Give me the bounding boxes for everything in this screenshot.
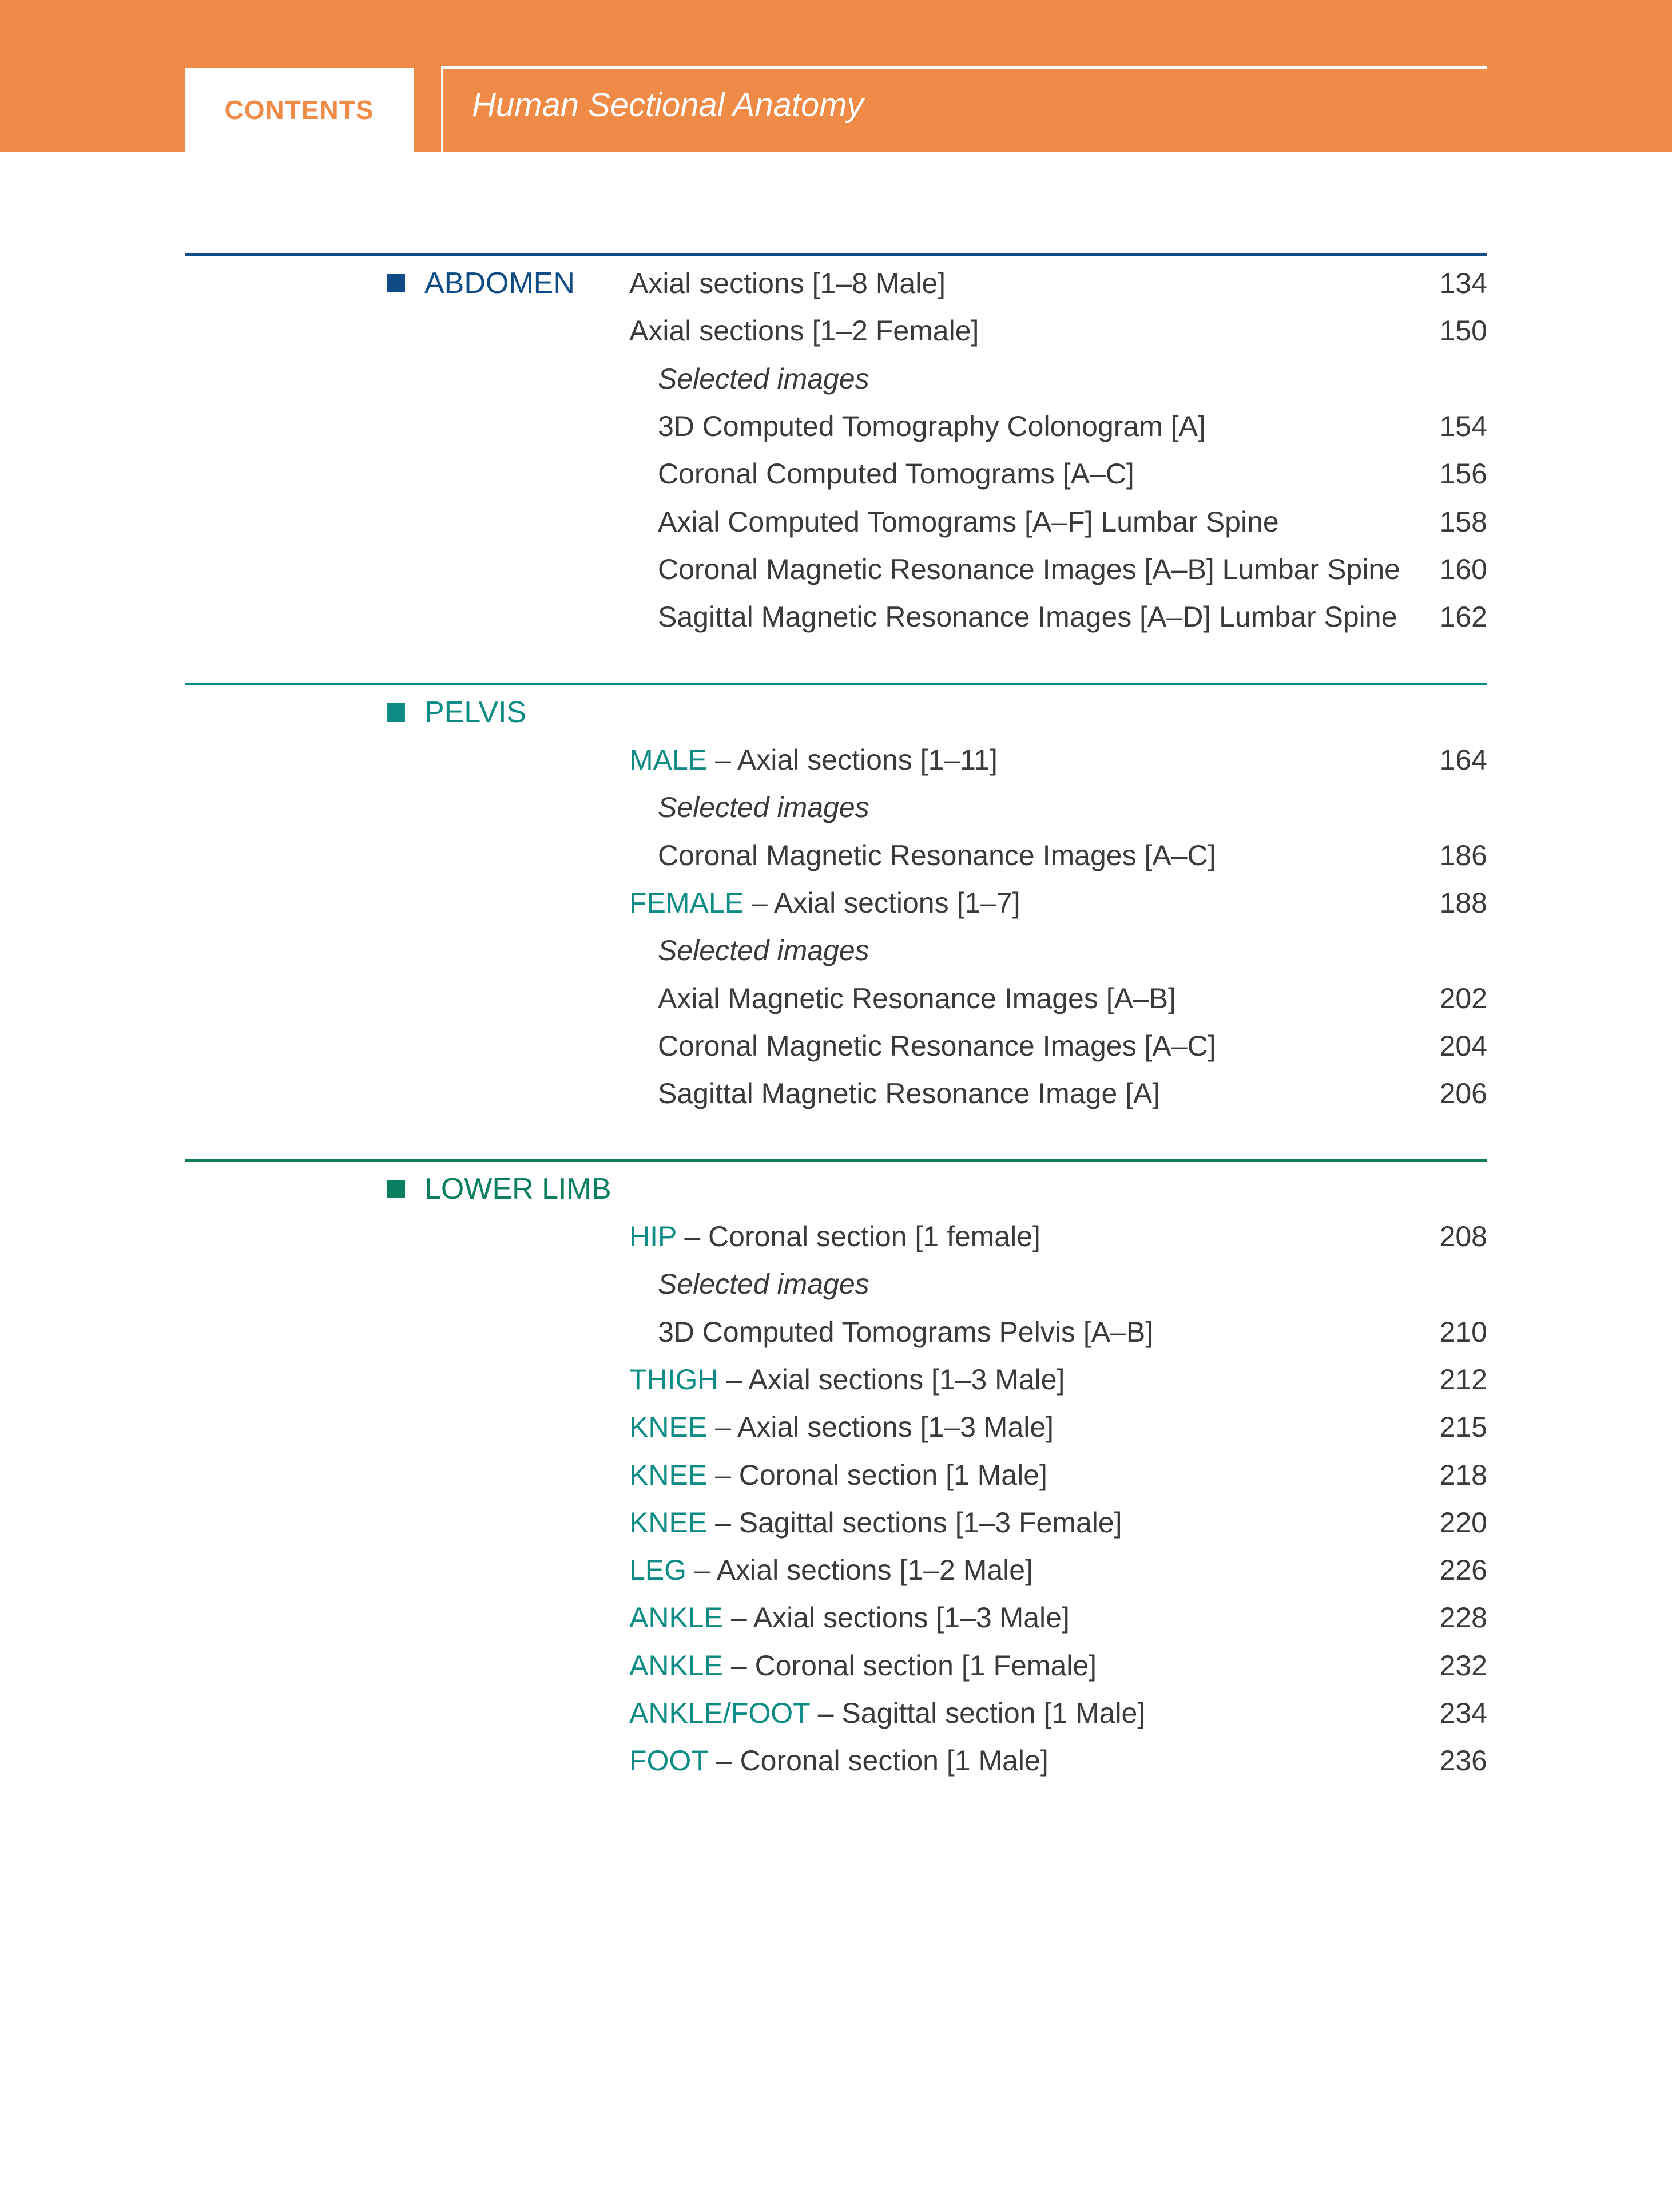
entry-text [658, 593, 1397, 641]
entry-separator: – [707, 1458, 739, 1491]
entry-keyword: KNEE [629, 1411, 708, 1444]
entry-title: Axial sections [1–2 Male] [716, 1554, 1033, 1587]
entry-text [658, 1022, 1216, 1070]
entry-title: Coronal section [1 Male] [740, 1745, 1049, 1777]
page-number: 234 [1439, 1697, 1487, 1729]
toc-entry[interactable] [185, 1451, 1487, 1499]
entry-title: Selected images [658, 791, 869, 824]
entry-keyword: ANKLE [629, 1649, 723, 1682]
entry-title: Selected images [658, 1268, 869, 1301]
entry-title: Axial sections [1–7] [773, 886, 1020, 919]
header-rule [441, 66, 1487, 69]
page-number: 215 [1439, 1411, 1487, 1444]
entry-keyword: HIP [629, 1220, 677, 1252]
page-number: 236 [1439, 1745, 1487, 1777]
entry-separator: – [708, 1745, 740, 1777]
page-number: 232 [1439, 1649, 1487, 1682]
entry-separator: – [707, 1506, 739, 1539]
toc-entry[interactable] [185, 879, 1487, 927]
page-number: 202 [1439, 982, 1487, 1014]
contents-tab-label: CONTENTS [224, 95, 374, 125]
section-heading [387, 1165, 611, 1213]
toc-entry[interactable] [185, 974, 1487, 1022]
entry-title: Axial sections [1–11] [737, 744, 998, 776]
entry-text [629, 1499, 1122, 1547]
entry-keyword: ANKLE [629, 1601, 723, 1634]
entry-text [658, 450, 1134, 498]
toc-subheading [185, 1260, 1487, 1308]
entry-separator: – [718, 1363, 749, 1396]
entry-keyword: THIGH [629, 1363, 718, 1396]
entry-title: Sagittal Magnetic Resonance Image [A] [658, 1077, 1161, 1110]
entry-title: Axial sections [1–3 Male] [737, 1411, 1054, 1444]
entry-title: Selected images [658, 934, 869, 967]
entry-text [658, 1069, 1160, 1117]
entry-title: Coronal section [1 Male] [738, 1458, 1047, 1491]
book-title: Human Sectional Anatomy [472, 86, 864, 124]
entry-keyword: MALE [629, 744, 708, 776]
toc-entry[interactable] [185, 1689, 1487, 1737]
section-rule [185, 1159, 1487, 1162]
entry-text [629, 1593, 1070, 1642]
entry-text [658, 1260, 869, 1308]
entry-text [658, 1308, 1153, 1356]
entry-text [658, 498, 1279, 546]
toc-subheading [185, 783, 1487, 831]
page-number: 220 [1439, 1506, 1487, 1539]
toc-entry[interactable] [185, 1737, 1487, 1785]
entry-title: 3D Computed Tomography Colonogram [A] [658, 410, 1206, 442]
entry-title: Coronal section [1 female] [708, 1220, 1040, 1252]
entry-title: Coronal section [1 Female] [754, 1649, 1097, 1682]
toc-entry[interactable] [185, 1642, 1487, 1690]
page-number: 228 [1439, 1601, 1487, 1634]
entry-text [629, 736, 998, 784]
square-bullet-icon [387, 1180, 405, 1198]
toc-entry[interactable] [185, 1593, 1487, 1642]
entry-text [658, 545, 1400, 593]
entry-separator: – [809, 1697, 842, 1729]
entry-title: Axial sections [1–3 Male] [748, 1363, 1065, 1396]
entry-keyword: KNEE [629, 1506, 708, 1539]
entry-keyword: ANKLE/FOOT [629, 1697, 810, 1729]
page-number: 150 [1439, 315, 1487, 347]
toc-entry[interactable] [185, 259, 1487, 307]
section-heading-label: LOWER LIMB [424, 1172, 611, 1206]
section-rule [185, 253, 1487, 256]
entry-text [658, 926, 869, 974]
entry-text [658, 974, 1176, 1022]
entry-separator: – [722, 1601, 753, 1634]
page-number: 164 [1439, 744, 1487, 776]
entry-title: Coronal Computed Tomograms [A–C] [658, 458, 1134, 490]
entry-text [629, 1451, 1047, 1499]
entry-title: Axial Magnetic Resonance Images [A–B] [658, 982, 1177, 1014]
toc-entry[interactable] [185, 307, 1487, 355]
entry-separator: – [707, 744, 738, 776]
section-heading [387, 688, 526, 736]
entry-title: Axial Computed Tomograms [A–F] Lumbar Spine [658, 505, 1279, 538]
toc-entry[interactable] [185, 1022, 1487, 1070]
entry-text [629, 1689, 1145, 1737]
entry-title: Selected images [658, 362, 869, 395]
entry-title: Coronal Magnetic Resonance Images [A–B] Lumbar Spine [658, 553, 1400, 585]
toc-subheading [185, 355, 1487, 403]
entry-title: Axial sections [1–3 Male] [753, 1601, 1070, 1634]
entry-separator: – [707, 1411, 738, 1444]
entry-text [629, 1403, 1054, 1451]
entry-separator: – [676, 1220, 709, 1252]
page-number: 158 [1439, 505, 1487, 538]
toc-entry[interactable] [185, 402, 1487, 450]
entry-title: Sagittal Magnetic Resonance Images [A–D] Lumbar Spine [658, 601, 1397, 633]
page-number: 160 [1439, 553, 1487, 585]
entry-text [629, 307, 979, 355]
entry-text [658, 831, 1216, 879]
entry-keyword: FOOT [629, 1745, 708, 1777]
page-number: 186 [1439, 839, 1487, 871]
entry-text [629, 879, 1020, 927]
entry-keyword: LEG [629, 1554, 687, 1587]
section-rule [185, 683, 1487, 685]
entry-text [629, 1212, 1040, 1260]
entry-title: 3D Computed Tomograms Pelvis [A–B] [658, 1315, 1154, 1348]
entry-keyword: FEMALE [629, 886, 744, 919]
entry-separator: – [744, 886, 774, 919]
section-heading-label: PELVIS [424, 696, 527, 729]
page-number: 134 [1439, 267, 1487, 299]
toc-entry[interactable] [185, 498, 1487, 546]
page-number: 156 [1439, 458, 1487, 490]
page-number: 212 [1439, 1363, 1487, 1396]
entry-text [629, 1642, 1097, 1690]
entry-separator: – [686, 1554, 717, 1587]
toc-entry[interactable] [185, 450, 1487, 498]
entry-text [658, 783, 869, 831]
entry-text [629, 1546, 1033, 1594]
toc-entry[interactable] [185, 1499, 1487, 1547]
entry-text [658, 355, 869, 403]
entry-title: Coronal Magnetic Resonance Images [A–C] [658, 839, 1216, 871]
toc-entry[interactable] [185, 1069, 1487, 1117]
toc-entry[interactable] [185, 593, 1487, 641]
page-number: 154 [1439, 410, 1487, 442]
toc-entry[interactable] [185, 1355, 1487, 1404]
page-number: 226 [1439, 1554, 1487, 1587]
entry-title: Sagittal sections [1–3 Female] [738, 1506, 1122, 1539]
entry-keyword: KNEE [629, 1458, 708, 1491]
toc-entry[interactable] [185, 736, 1487, 784]
page-number: 208 [1439, 1220, 1487, 1252]
toc-entry[interactable] [185, 1546, 1487, 1594]
toc-entry[interactable] [185, 1403, 1487, 1451]
page-number: 206 [1439, 1077, 1487, 1110]
entry-title: Coronal Magnetic Resonance Images [A–C] [658, 1029, 1216, 1062]
entry-text [629, 1355, 1065, 1404]
square-bullet-icon [387, 703, 405, 722]
entry-text [658, 402, 1206, 450]
toc-entry[interactable] [185, 545, 1487, 593]
entry-title: Axial sections [1–8 Male] [629, 267, 946, 299]
entry-text [629, 1737, 1049, 1785]
page-number: 210 [1439, 1315, 1487, 1348]
toc-entry[interactable] [185, 1308, 1487, 1356]
entry-title: Sagittal section [1 Male] [841, 1697, 1146, 1729]
entry-text [629, 259, 946, 307]
page-number: 204 [1439, 1029, 1487, 1062]
contents-tab[interactable] [185, 68, 414, 152]
toc-subheading [185, 926, 1487, 974]
page-number: 188 [1439, 886, 1487, 919]
header-divider [441, 68, 443, 152]
section-heading-label: ABDOMEN [424, 267, 575, 300]
page-number: 162 [1439, 601, 1487, 633]
entry-title: Axial sections [1–2 Female] [629, 315, 979, 347]
page-number: 218 [1439, 1458, 1487, 1491]
entry-separator: – [722, 1649, 755, 1682]
toc-entry[interactable] [185, 1212, 1487, 1260]
toc-entry[interactable] [185, 831, 1487, 879]
